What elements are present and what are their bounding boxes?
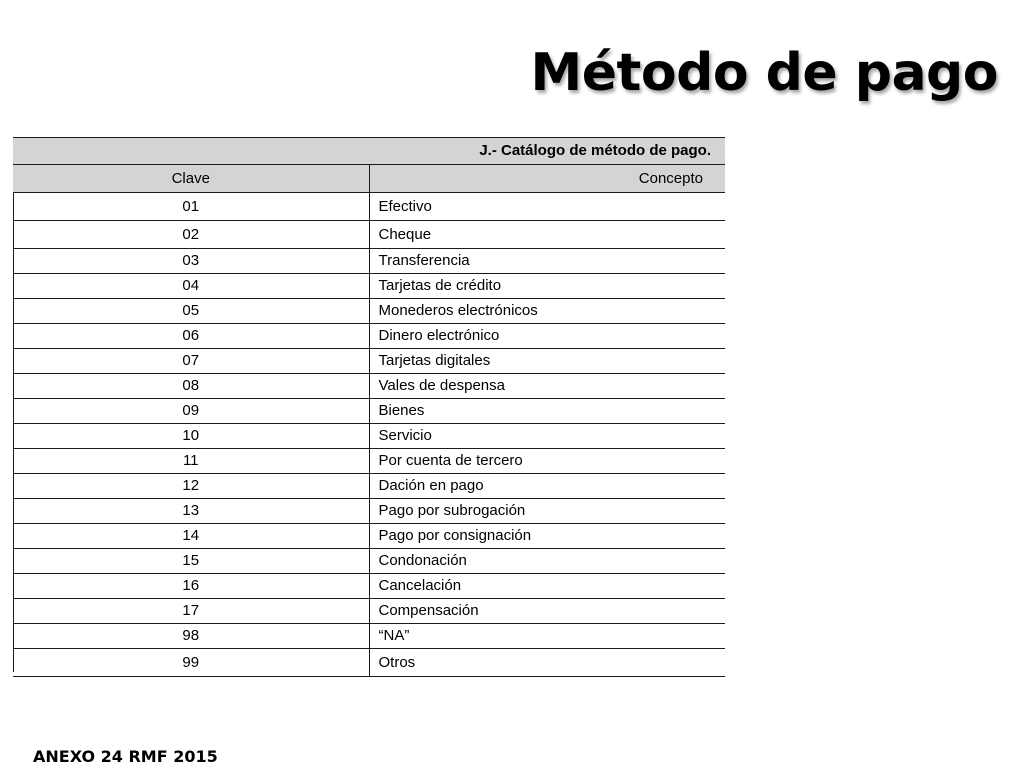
table-row [13,599,725,624]
concepto-cell: Compensación [369,599,725,624]
clave-cell: 05 [13,299,369,324]
table-row [13,274,725,299]
clave-cell: 99 [13,649,369,677]
concepto-cell: Transferencia [369,249,725,274]
header-clave: Clave [13,165,369,193]
table-row [13,524,725,549]
footer-source-note: ANEXO 24 RMF 2015 [33,747,218,766]
table-row [13,449,725,474]
concepto-cell: Tarjetas digitales [369,349,725,374]
table-row [13,221,725,249]
clave-cell: 98 [13,624,369,649]
table-row [13,474,725,499]
concepto-cell: Pago por consignación [369,524,725,549]
slide-title: Método de pago [530,43,998,103]
table-row [13,424,725,449]
table-row [13,549,725,574]
table-caption: J.- Catálogo de método de pago. [13,138,725,165]
header-concepto: Concepto [369,165,725,193]
clave-cell: 04 [13,274,369,299]
concepto-cell: Bienes [369,399,725,424]
table-row [13,624,725,649]
clave-cell: 07 [13,349,369,374]
concepto-cell: Vales de despensa [369,374,725,399]
table-header-row [13,165,725,193]
table-row [13,499,725,524]
concepto-cell: Monederos electrónicos [369,299,725,324]
clave-cell: 15 [13,549,369,574]
clave-cell: 03 [13,249,369,274]
concepto-cell: Dinero electrónico [369,324,725,349]
clave-cell: 01 [13,193,369,221]
concepto-cell: Cheque [369,221,725,249]
table-row [13,649,725,677]
table-row [13,574,725,599]
table-row [13,374,725,399]
concepto-cell: “NA” [369,624,725,649]
concepto-cell: Efectivo [369,193,725,221]
clave-cell: 09 [13,399,369,424]
clave-cell: 08 [13,374,369,399]
table-row [13,193,725,221]
clave-cell: 02 [13,221,369,249]
clave-cell: 16 [13,574,369,599]
clave-cell: 10 [13,424,369,449]
clave-cell: 11 [13,449,369,474]
table-row [13,249,725,274]
clave-cell: 13 [13,499,369,524]
table-row [13,399,725,424]
clave-cell: 14 [13,524,369,549]
clave-cell: 06 [13,324,369,349]
clave-cell: 12 [13,474,369,499]
concepto-cell: Servicio [369,424,725,449]
concepto-cell: Tarjetas de crédito [369,274,725,299]
concepto-cell: Dación en pago [369,474,725,499]
concepto-cell: Pago por subrogación [369,499,725,524]
concepto-cell: Condonación [369,549,725,574]
table-row [13,349,725,374]
payment-method-catalog-table [13,137,725,677]
clave-cell: 17 [13,599,369,624]
concepto-cell: Cancelación [369,574,725,599]
table-caption-row [13,138,725,165]
table-row [13,324,725,349]
concepto-cell: Por cuenta de tercero [369,449,725,474]
table-row [13,299,725,324]
concepto-cell: Otros [369,649,725,677]
